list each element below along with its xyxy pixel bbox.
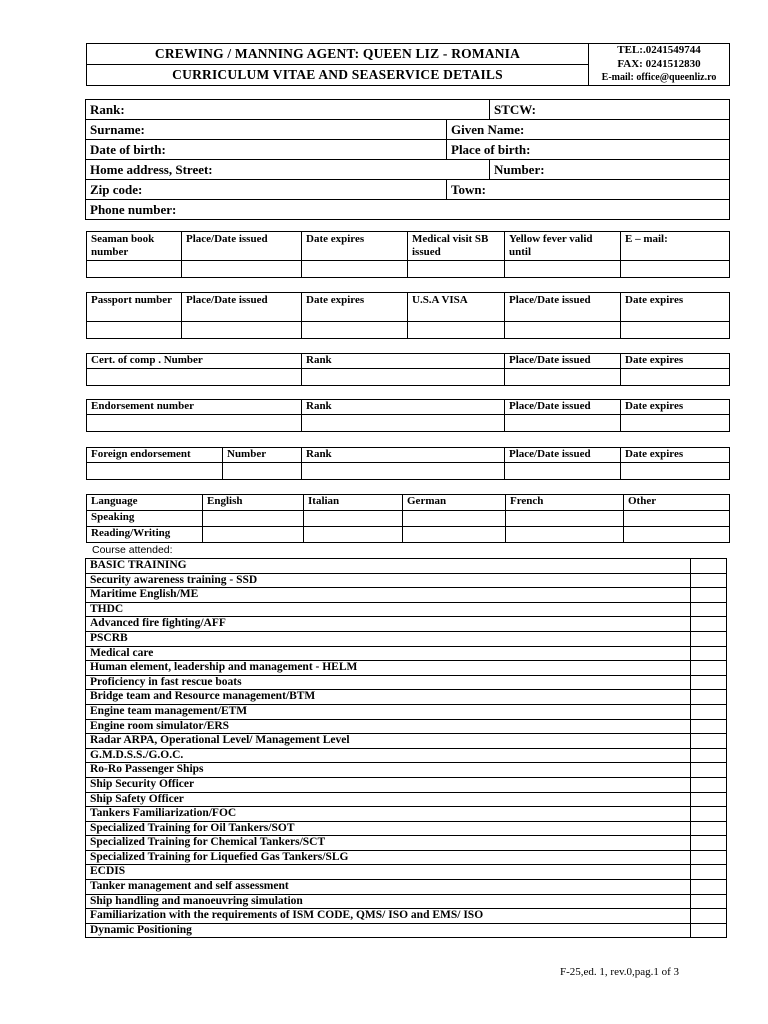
course-checkbox[interactable] [691, 646, 727, 661]
col-rank: Rank [302, 448, 505, 463]
course-name: Specialized Training for Liquefied Gas Tankers/SLG [86, 850, 691, 865]
course-row [86, 704, 727, 719]
input-cell[interactable] [403, 527, 506, 543]
seaman-book-table [86, 231, 730, 278]
course-name: Ro-Ro Passenger Ships [86, 763, 691, 778]
course-row [86, 675, 727, 690]
input-cell[interactable] [203, 511, 304, 527]
course-checkbox[interactable] [691, 719, 727, 734]
col-english: English [203, 495, 304, 511]
course-name: Ship handling and manoeuvring simulation [86, 894, 691, 909]
passport-table [86, 292, 730, 339]
col-date-expires: Date expires [621, 354, 730, 369]
foreign-endorsement-table [86, 447, 730, 480]
course-checkbox[interactable] [691, 602, 727, 617]
input-cell[interactable] [621, 463, 730, 480]
col-passport: Passport number [87, 293, 182, 322]
input-cell[interactable] [624, 511, 730, 527]
course-checkbox[interactable] [691, 573, 727, 588]
course-checkbox[interactable] [691, 777, 727, 792]
email-text: E-mail: office@queenliz.ro [601, 72, 717, 84]
col-usa-visa: U.S.A VISA [408, 293, 505, 322]
course-row [86, 690, 727, 705]
course-checkbox[interactable] [691, 792, 727, 807]
col-rank: Rank [302, 400, 505, 415]
course-row [86, 865, 727, 880]
course-name: Tankers Familiarization/FOC [86, 807, 691, 822]
input-cell[interactable] [624, 527, 730, 543]
language-table [86, 494, 730, 543]
course-row [86, 894, 727, 909]
col-language: Language [87, 495, 203, 511]
input-cell[interactable] [87, 369, 302, 386]
rank-field[interactable]: Rank: [86, 100, 490, 120]
col-place-date: Place/Date issued [505, 354, 621, 369]
course-name: Security awareness training - SSD [86, 573, 691, 588]
zip-field[interactable]: Zip code: [86, 180, 447, 200]
dob-field[interactable]: Date of birth: [86, 140, 447, 160]
address-field[interactable]: Home address, Street: [86, 160, 490, 180]
course-row [86, 734, 727, 749]
col-french: French [506, 495, 624, 511]
input-cell[interactable] [621, 322, 730, 339]
course-name: G.M.D.S.S./G.O.C. [86, 748, 691, 763]
input-cell[interactable] [223, 463, 302, 480]
course-row [86, 850, 727, 865]
col-endorsement-number: Endorsement number [87, 400, 302, 415]
col-yellow-fever: Yellow fever valid until [505, 232, 621, 261]
course-checkbox[interactable] [691, 763, 727, 778]
col-place-date: Place/Date issued [505, 400, 621, 415]
col-date-expires: Date expires [302, 293, 408, 322]
col-medical-visit: Medical visit SB issued [408, 232, 505, 261]
col-visa-place-date: Place/Date issued [505, 293, 621, 322]
course-name: Bridge team and Resource management/BTM [86, 690, 691, 705]
course-checkbox[interactable] [691, 748, 727, 763]
course-row [86, 617, 727, 632]
col-foreign-endorsement: Foreign endorsement [87, 448, 223, 463]
col-email: E – mail: [621, 232, 730, 261]
course-checkbox[interactable] [691, 661, 727, 676]
course-name: Ship Security Officer [86, 777, 691, 792]
course-attended-label: Course attended: [92, 544, 173, 556]
course-name: PSCRB [86, 631, 691, 646]
course-checkbox[interactable] [691, 675, 727, 690]
course-name: Engine team management/ETM [86, 704, 691, 719]
col-visa-expires: Date expires [621, 293, 730, 322]
input-cell[interactable] [302, 322, 408, 339]
col-rank: Rank [302, 354, 505, 369]
input-cell[interactable] [87, 463, 223, 480]
header-table [86, 43, 730, 86]
course-checkbox[interactable] [691, 850, 727, 865]
page-footer: F-25,ed. 1, rev.0,pag.1 of 3 [560, 966, 680, 978]
course-checkbox[interactable] [691, 617, 727, 632]
course-name: Tanker management and self assessment [86, 880, 691, 895]
course-checkbox[interactable] [691, 704, 727, 719]
course-row [86, 821, 727, 836]
input-cell[interactable] [87, 261, 182, 278]
input-cell[interactable] [621, 369, 730, 386]
input-cell[interactable] [304, 527, 403, 543]
form-subtitle: CURRICULUM VITAE AND SEASERVICE DETAILS [87, 65, 589, 86]
course-checkbox[interactable] [691, 909, 727, 924]
personal-details-table [85, 99, 730, 220]
course-row [86, 631, 727, 646]
course-row [86, 909, 727, 924]
course-row [86, 573, 727, 588]
input-cell[interactable] [506, 527, 624, 543]
stcw-field[interactable]: STCW: [490, 100, 730, 120]
course-name: Radar ARPA, Operational Level/ Management Level [86, 734, 691, 749]
input-cell[interactable] [87, 322, 182, 339]
course-name: Medical care [86, 646, 691, 661]
input-cell[interactable] [505, 322, 621, 339]
col-german: German [403, 495, 506, 511]
course-row [86, 588, 727, 603]
course-row [86, 880, 727, 895]
course-row [86, 646, 727, 661]
course-name: ECDIS [86, 865, 691, 880]
input-cell[interactable] [302, 369, 505, 386]
course-row [86, 792, 727, 807]
contact-info [589, 44, 730, 86]
course-row [86, 602, 727, 617]
input-cell[interactable] [302, 415, 505, 432]
course-name: Maritime English/ME [86, 588, 691, 603]
course-row [86, 748, 727, 763]
tel-text: TEL:.0241549744 [617, 44, 701, 57]
col-date-expires: Date expires [621, 448, 730, 463]
input-cell[interactable] [408, 261, 505, 278]
col-place-date: Place/Date issued [182, 232, 302, 261]
input-cell[interactable] [505, 369, 621, 386]
course-checkbox[interactable] [691, 880, 727, 895]
course-checkbox[interactable] [691, 734, 727, 749]
input-cell[interactable] [182, 322, 302, 339]
course-checkbox[interactable] [691, 807, 727, 822]
course-name: Dynamic Positioning [86, 923, 691, 938]
col-number: Number [223, 448, 302, 463]
course-name: BASIC TRAINING [86, 559, 691, 574]
course-name: Proficiency in fast rescue boats [86, 675, 691, 690]
input-cell[interactable] [87, 415, 302, 432]
number-field[interactable]: Number: [490, 160, 730, 180]
input-cell[interactable] [203, 527, 304, 543]
input-cell[interactable] [621, 261, 730, 278]
endorsement-table [86, 399, 730, 432]
course-row [86, 777, 727, 792]
course-row [86, 807, 727, 822]
input-cell[interactable] [505, 415, 621, 432]
course-name: Specialized Training for Chemical Tankers/SCT [86, 836, 691, 851]
course-checkbox[interactable] [691, 588, 727, 603]
courses-table [85, 558, 727, 938]
row-speaking: Speaking [87, 511, 203, 527]
course-name: Specialized Training for Oil Tankers/SOT [86, 821, 691, 836]
col-italian: Italian [304, 495, 403, 511]
course-checkbox[interactable] [691, 821, 727, 836]
course-checkbox[interactable] [691, 631, 727, 646]
course-checkbox[interactable] [691, 690, 727, 705]
col-date-expires: Date expires [302, 232, 408, 261]
course-checkbox[interactable] [691, 559, 727, 574]
col-place-date: Place/Date issued [182, 293, 302, 322]
course-checkbox[interactable] [691, 836, 727, 851]
input-cell[interactable] [182, 261, 302, 278]
pob-field[interactable]: Place of birth: [447, 140, 730, 160]
course-checkbox[interactable] [691, 923, 727, 938]
surname-field[interactable]: Surname: [86, 120, 447, 140]
course-name: Engine room simulator/ERS [86, 719, 691, 734]
col-other: Other [624, 495, 730, 511]
course-name: Human element, leadership and management - HELM [86, 661, 691, 676]
input-cell[interactable] [302, 261, 408, 278]
input-cell[interactable] [304, 511, 403, 527]
col-place-date: Place/Date issued [505, 448, 621, 463]
course-row [86, 719, 727, 734]
input-cell[interactable] [408, 322, 505, 339]
input-cell[interactable] [302, 463, 505, 480]
course-name: Familiarization with the requirements of ISM CODE, QMS/ ISO and EMS/ ISO [86, 909, 691, 924]
col-date-expires: Date expires [621, 400, 730, 415]
course-row [86, 836, 727, 851]
phone-field[interactable]: Phone number: [86, 200, 730, 220]
course-row [86, 923, 727, 938]
fax-text: FAX: 0241512830 [617, 57, 701, 70]
form-title: CREWING / MANNING AGENT: QUEEN LIZ - ROMANIA [87, 44, 589, 65]
course-name: Advanced fire fighting/AFF [86, 617, 691, 632]
input-cell[interactable] [621, 415, 730, 432]
course-name: THDC [86, 602, 691, 617]
course-name: Ship Safety Officer [86, 792, 691, 807]
row-reading-writing: Reading/Writing [87, 527, 203, 543]
col-seaman-book: Seaman book number [87, 232, 182, 261]
course-checkbox[interactable] [691, 894, 727, 909]
input-cell[interactable] [505, 463, 621, 480]
town-field[interactable]: Town: [447, 180, 730, 200]
input-cell[interactable] [505, 261, 621, 278]
col-cert-number: Cert. of comp . Number [87, 354, 302, 369]
given-name-field[interactable]: Given Name: [447, 120, 730, 140]
course-row [86, 661, 727, 676]
course-row [86, 763, 727, 778]
input-cell[interactable] [403, 511, 506, 527]
course-row [86, 559, 727, 574]
course-checkbox[interactable] [691, 865, 727, 880]
certificate-table [86, 353, 730, 386]
input-cell[interactable] [506, 511, 624, 527]
